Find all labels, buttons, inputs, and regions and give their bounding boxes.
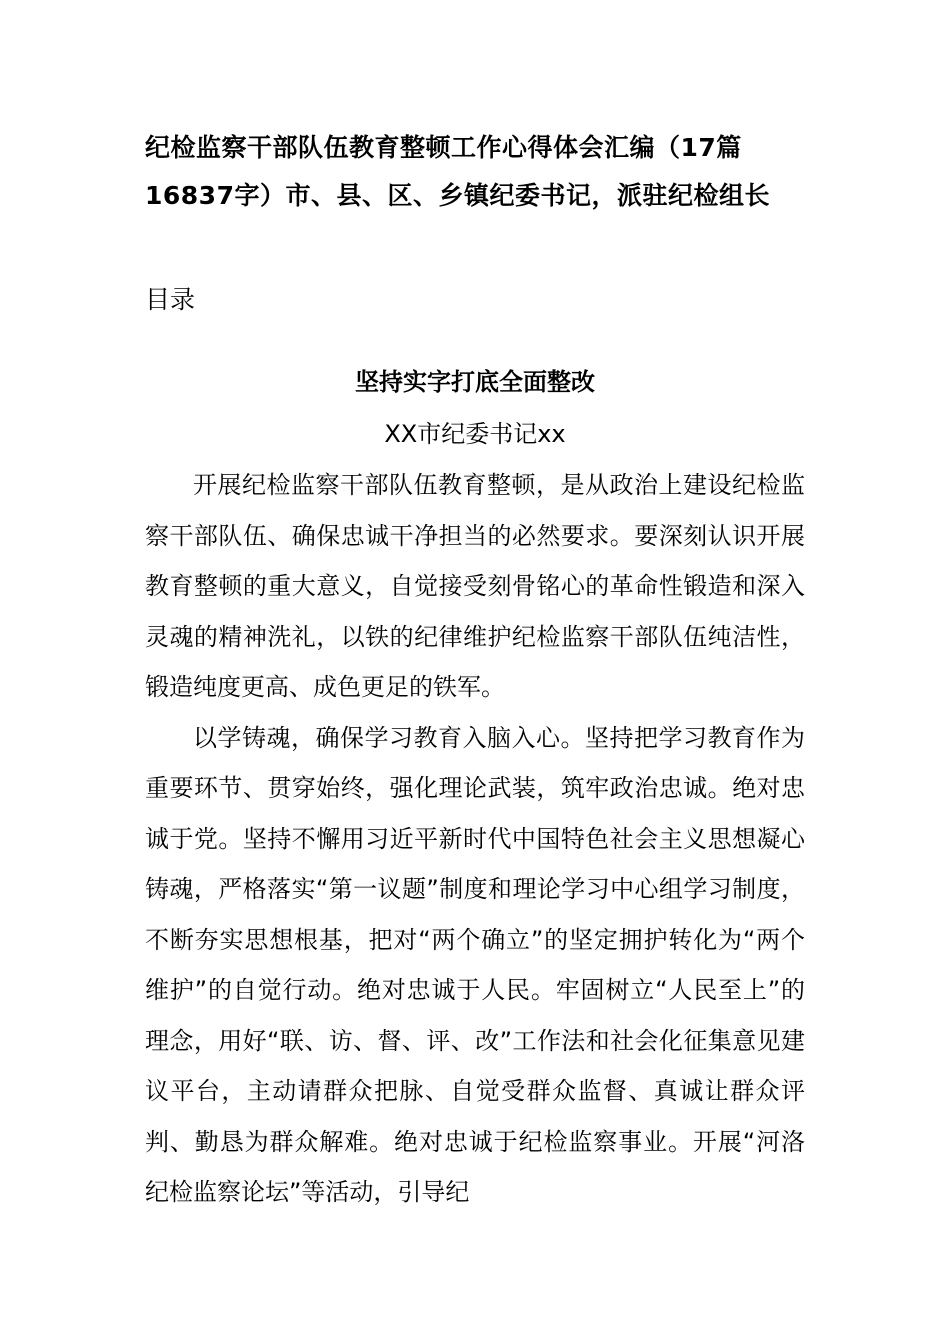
section-title: 坚持实字打底全面整改: [355, 368, 595, 396]
body-paragraph: 以学铸魂，确保学习教育入脑入心。坚持把学习教育作为重要环节、贯穿始终，强化理论武装，筑牢政治忠诚。绝对忠诚于党。坚持不懈用习近平新时代中国特色社会主义思想凝心铸魂，严格落实“第一议题”制度和理论学习中心组学习制度，不断夯实思想根基，把对“两个确立”的坚定拥护转化为“两个维护”的自觉行动。绝对忠诚于人民。牢固树立“人民至上”的理念，用好“联、访、督、评、改”工作法和社会化征集意见建议平台，主动请群众把脉、自觉受群众监督、真诚让群众评判、勤恳为群众解难。绝对忠诚于纪检监察事业。开展“河洛纪检监察论坛”等活动，引导纪: [145, 723, 805, 1206]
table-of-contents-label: 目录: [145, 285, 196, 314]
document-title: 纪检监察干部队伍教育整顿工作心得体会汇编（17篇16837字）市、县、区、乡镇纪委书记，派驻纪检组长: [145, 133, 770, 210]
body-paragraph: 开展纪检监察干部队伍教育整顿，是从政治上建设纪检监察干部队伍、确保忠诚干净担当的必然要求。要深刻认识开展教育整顿的重大意义，自觉接受刻骨铭心的革命性锻造和深入灵魂的精神洗礼，以铁的纪律维护纪检监察干部队伍纯洁性，锻造纯度更高、成色更足的铁军。: [145, 471, 805, 701]
section-author: XX市纪委书记xx: [384, 420, 566, 448]
